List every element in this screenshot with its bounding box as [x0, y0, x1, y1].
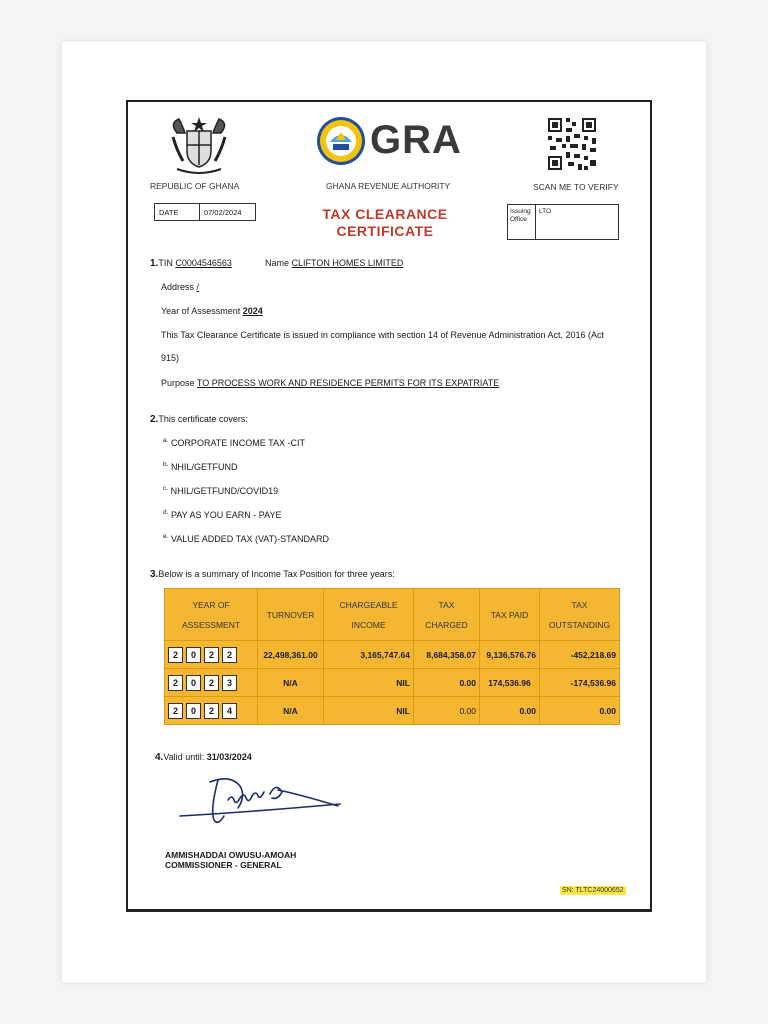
turnover-cell: N/A	[258, 669, 324, 697]
year-digit: 2	[222, 647, 237, 663]
list-item	[163, 437, 305, 448]
list-item	[163, 509, 281, 520]
item-letter: b.	[163, 461, 169, 468]
name-line	[265, 258, 403, 268]
header-chargeable	[324, 589, 414, 641]
office-label-2: Office	[510, 216, 527, 223]
section-1-number: 1.	[150, 258, 159, 269]
turnover-cell: N/A	[258, 697, 324, 725]
header-charged	[414, 589, 480, 641]
section-3-number: 3.	[150, 569, 159, 580]
compliance-statement: This Tax Clearance Certificate is issued in compliance with section 14 of Revenue Administration Act, 2016 (Act	[161, 330, 605, 340]
serial-number: SN: TLTC24000652	[562, 887, 624, 894]
title-line-2: CERTIFICATE	[336, 223, 434, 239]
yoa-label: Year of Assessment	[161, 306, 241, 316]
title-line-1: TAX CLEARANCE	[322, 206, 448, 222]
year-cell	[165, 669, 258, 697]
header-chargeable-1: CHARGEABLE	[339, 599, 398, 610]
year-digit: 2	[204, 703, 219, 719]
year-digit: 0	[186, 675, 201, 691]
valid-until-date: 31/03/2024	[206, 752, 252, 762]
date-label: DATE	[155, 204, 200, 220]
address-line	[161, 282, 199, 292]
coverage-intro-text: This certificate covers:	[158, 414, 248, 424]
authority-label: GHANA REVENUE AUTHORITY	[326, 181, 451, 191]
header-chargeable-2: INCOME	[351, 619, 386, 630]
certificate-title	[300, 206, 470, 240]
paid-cell: 9,136,576.76	[480, 641, 540, 669]
year-digit: 2	[168, 647, 183, 663]
tin-line	[150, 258, 232, 269]
issuing-office-value: LTO	[539, 208, 552, 215]
signatory-title: COMMISSIONER - GENERAL	[165, 860, 282, 870]
republic-label: REPUBLIC OF GHANA	[150, 181, 240, 191]
turnover-cell: 22,498,361.00	[258, 641, 324, 669]
table-row	[165, 697, 620, 725]
signatory-block	[165, 850, 296, 870]
header-paid: TAX PAID	[480, 589, 540, 641]
gra-seal-icon	[316, 116, 366, 166]
table-header-row	[165, 589, 620, 641]
header-charged-1: TAX	[438, 599, 455, 610]
name-label: Name	[265, 258, 290, 268]
charged-cell: 8,684,358.07	[414, 641, 480, 669]
chargeable-cell: 3,165,747.64	[324, 641, 414, 669]
item-text: PAY AS YOU EARN - PAYE	[170, 510, 282, 520]
section-2-number: 2.	[150, 414, 159, 425]
purpose-label: Purpose	[161, 378, 195, 388]
date-box	[154, 203, 256, 221]
header-year	[165, 589, 258, 641]
item-letter: c.	[163, 485, 169, 492]
office-label-1: Issuing	[510, 208, 531, 215]
compliance-statement-cont: 915)	[161, 353, 180, 363]
coverage-intro	[150, 414, 248, 425]
item-text: NHIL/GETFUND	[170, 462, 238, 472]
item-letter: d.	[163, 509, 169, 516]
address-value: /	[196, 282, 200, 292]
year-digit: 0	[186, 647, 201, 663]
valid-until-line	[155, 752, 252, 763]
year-cell	[165, 641, 258, 669]
valid-until-label: Valid until:	[163, 752, 205, 762]
yoa-line	[161, 306, 263, 316]
item-text: CORPORATE INCOME TAX -CIT	[170, 438, 305, 448]
year-digit: 2	[204, 647, 219, 663]
qr-code-icon[interactable]	[546, 116, 598, 172]
year-digit: 2	[168, 675, 183, 691]
tin-label: TIN	[158, 258, 173, 268]
chargeable-cell: NIL	[324, 697, 414, 725]
list-item	[163, 533, 329, 544]
year-cell	[165, 697, 258, 725]
purpose-line	[161, 378, 499, 388]
list-item	[163, 485, 278, 496]
header-year-1: YEAR OF	[192, 599, 230, 610]
name-value: CLIFTON HOMES LIMITED	[291, 258, 404, 268]
tin-value: C0004546563	[175, 258, 232, 268]
section-4-number: 4.	[155, 752, 164, 763]
chargeable-cell: NIL	[324, 669, 414, 697]
item-letter: a.	[163, 437, 169, 444]
outstanding-cell: 0.00	[540, 697, 620, 725]
yoa-value: 2024	[242, 306, 263, 316]
header-year-2: ASSESSMENT	[181, 619, 241, 630]
list-item	[163, 461, 237, 472]
table-row	[165, 641, 620, 669]
charged-cell: 0.00	[414, 669, 480, 697]
summary-intro	[150, 569, 395, 580]
year-digit: 2	[204, 675, 219, 691]
header-outstanding	[540, 589, 620, 641]
scan-verify-label: SCAN ME TO VERIFY	[533, 182, 619, 192]
issuing-office-box	[507, 204, 619, 240]
tax-position-table	[164, 588, 620, 725]
date-value: 07/02/2024	[204, 207, 242, 217]
header-outstanding-2: OUTSTANDING	[548, 619, 611, 630]
item-text: VALUE ADDED TAX (VAT)-STANDARD	[170, 534, 329, 544]
outstanding-cell: -452,218.69	[540, 641, 620, 669]
year-digit: 0	[186, 703, 201, 719]
item-text: NHIL/GETFUND/COVID19	[170, 486, 279, 496]
table-row	[165, 669, 620, 697]
charged-cell: 0.00	[414, 697, 480, 725]
header-turnover: TURNOVER	[258, 589, 324, 641]
header-outstanding-1: TAX	[571, 599, 588, 610]
year-digit: 4	[222, 703, 237, 719]
issuing-office-label	[508, 205, 536, 239]
year-digit: 2	[168, 703, 183, 719]
gra-wordmark: GRA	[370, 118, 462, 162]
address-label: Address	[161, 282, 195, 292]
purpose-value: TO PROCESS WORK AND RESIDENCE PERMITS FOR ITS EXPATRIATE	[196, 378, 500, 388]
header-charged-2: CHARGED	[425, 619, 468, 630]
paid-cell: 174,536.96	[480, 669, 540, 697]
commissioner-signature	[178, 772, 343, 832]
summary-intro-text: Below is a summary of Income Tax Position for three years:	[158, 569, 395, 579]
year-digit: 3	[222, 675, 237, 691]
item-letter: e.	[163, 533, 169, 540]
coat-of-arms-icon	[163, 115, 235, 177]
outstanding-cell: -174,536.96	[540, 669, 620, 697]
paid-cell: 0.00	[480, 697, 540, 725]
signatory-name: AMMISHADDAI OWUSU-AMOAH	[165, 850, 297, 860]
